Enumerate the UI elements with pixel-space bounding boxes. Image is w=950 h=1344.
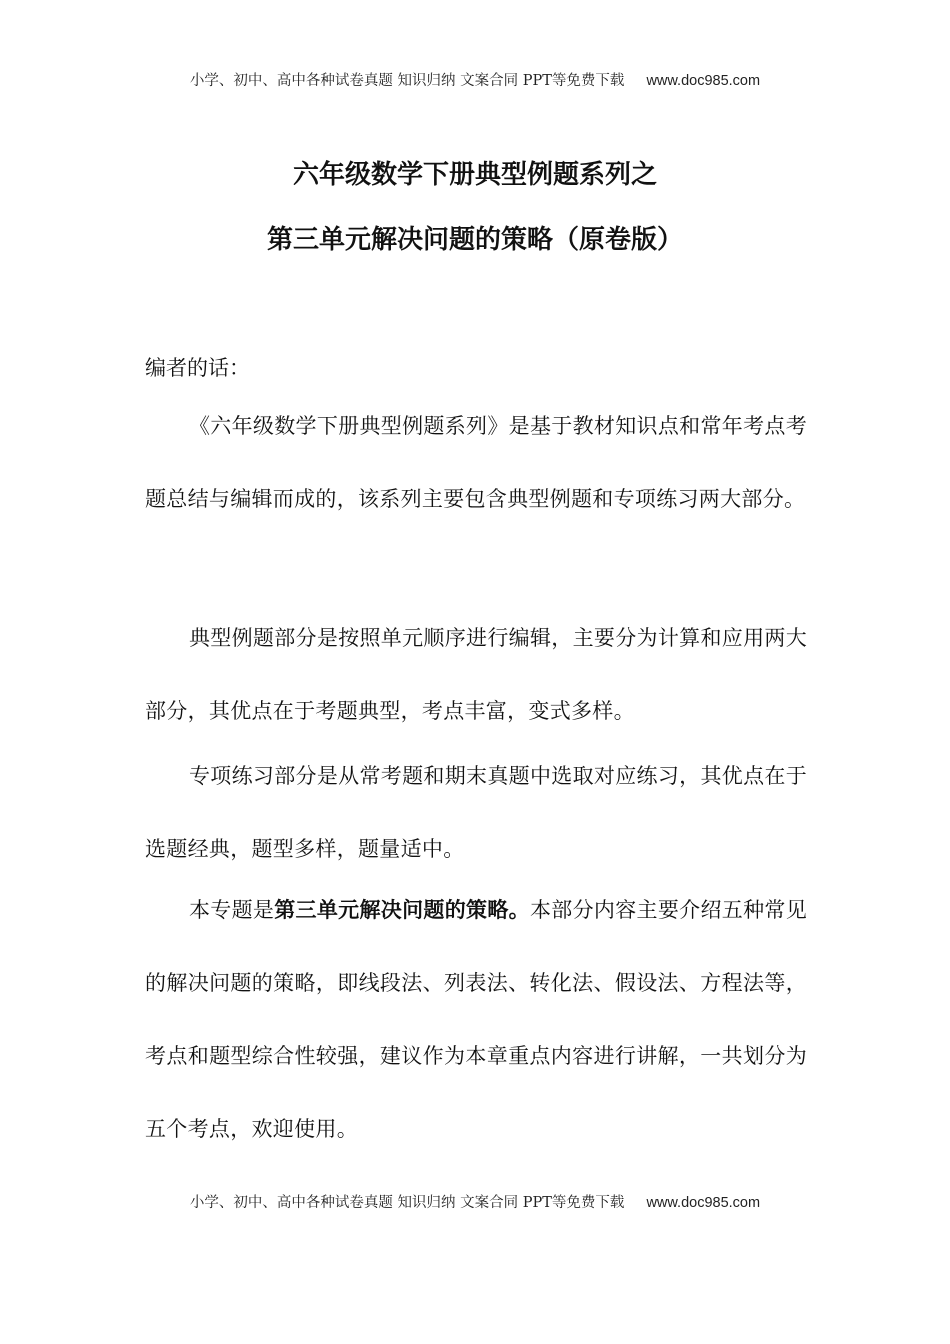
document-title-line-1: 六年级数学下册典型例题系列之 [292,160,657,190]
header-text: 小学、初中、高中各种试卷真题 知识归纳 文案合同 PPT等免费下载 [189,73,625,89]
paragraph-topic [145,874,807,1166]
page-footer [0,1191,950,1212]
topic-highlight: 第三单元解决问题的策略。 [274,898,530,922]
document-title-line-2: 第三单元解决问题的策略（原卷版） [266,225,683,255]
header-site-link[interactable]: www.doc985.com [646,73,761,89]
paragraph-examples: 典型例题部分是按照单元顺序进行编辑，主要分为计算和应用两大部分，其优点在于考题典型，考点丰富，变式多样。 [145,626,807,723]
footer-text: 小学、初中、高中各种试卷真题 知识归纳 文案合同 PPT等免费下载 [189,1195,625,1211]
topic-prefix: 本专题是 [189,898,275,922]
footer-site-link[interactable]: www.doc985.com [646,1195,761,1211]
paragraph-series-intro: 《六年级数学下册典型例题系列》是基于教材知识点和常年考点考题总结与编辑而成的，该系列主要包含典型例题和专项练习两大部分。 [145,414,807,511]
paragraph-practice: 专项练习部分是从常考题和期末真题中选取对应练习，其优点在于选题经典，题型多样，题量适中。 [145,764,807,861]
page-header [0,69,950,90]
topic-description: 本部分内容主要介绍五种常见的解决问题的策略，即线段法、列表法、转化法、假设法、方程法等，考点和题型综合性较强，建议作为本章重点内容进行讲解，一共划分为五个考点，欢迎使用。 [145,898,808,1141]
editor-note-label: 编者的话： [145,356,250,380]
